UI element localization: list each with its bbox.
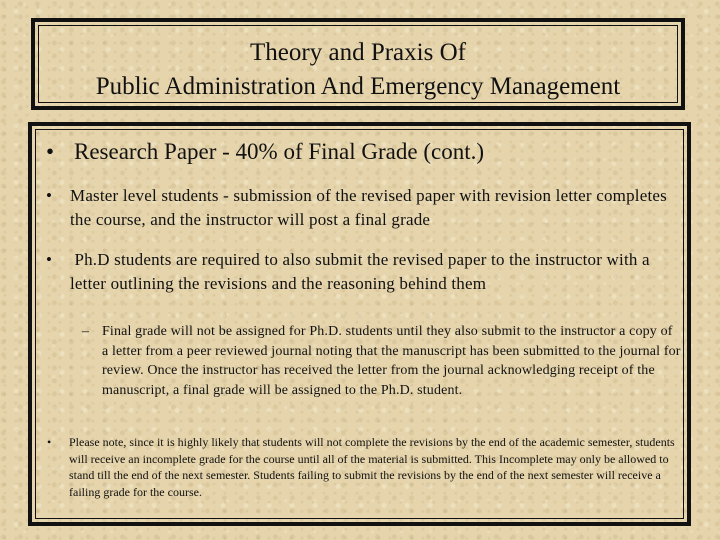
bullet-marker: • (46, 139, 55, 164)
bullet-marker: • (46, 250, 53, 269)
content-box (28, 122, 691, 526)
slide-title (35, 36, 681, 104)
sub-bullet-text: Final grade will not be assigned for Ph.D. students until they also submit to the instructor a copy of a letter from a peer reviewed journal noting that the manuscript has been submitted to the journal for review. Once the instructor has received the letter from the journal acknowledging receipt of the manuscript, a final grade will be assigned to the Ph.D. student. (102, 324, 681, 398)
title-box (31, 18, 685, 110)
bullet-text: Research Paper - 40% of Final Grade (cont.) (74, 139, 485, 164)
dash-marker: – (82, 324, 90, 339)
bullet-marker: • (47, 435, 52, 449)
note-text: Please note, since it is highly likely that students will not complete the revisions by the end of the academic semester, students will receive an incomplete grade for the course until all of the material is submitted. This Incomplete may only be allowed to stand till the end of the next semester. Students failing to submit the revisions by the end of the next semester will receive a failing grade for the course. (69, 435, 675, 499)
bullet-marker: • (46, 186, 53, 205)
bullet-text: Master level students - submission of the revised paper with revision letter completes the course, and the instructor will post a final grade (70, 186, 667, 229)
title-line-1: Theory and Praxis Of (250, 39, 466, 66)
title-line-2: Public Administration And Emergency Management (95, 73, 621, 100)
bullet-text: Ph.D students are required to also submit the revised paper to the instructor with a letter outlining the revisions and the reasoning behind them (70, 250, 655, 293)
